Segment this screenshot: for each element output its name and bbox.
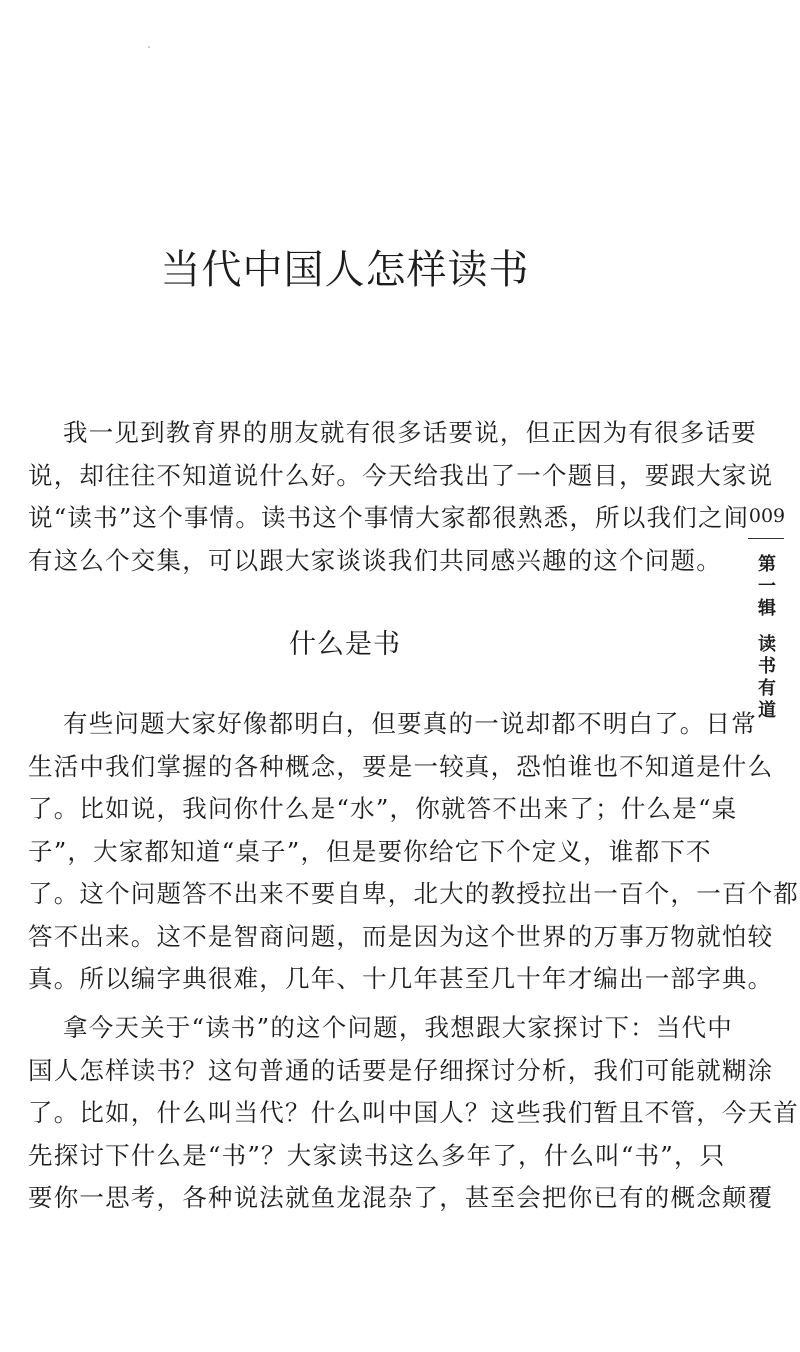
text-line: 说“读书”这个事情。读书这个事情大家都很熟悉，所以我们之间 xyxy=(28,503,750,532)
text-line: 了。比如说，我问你什么是“水”，你就答不出来了；什么是“桌 xyxy=(28,794,738,823)
text-line: 答不出来。这不是智商问题，而是因为这个世界的万事万物就怕较 xyxy=(28,921,774,951)
text-line: 先探讨下什么是“书”？大家读书这么多年了，什么叫“书”，只 xyxy=(28,1140,726,1170)
text-line: 有些问题大家好像都明白，但要真的一说却都不明白了。日常 xyxy=(63,709,757,738)
section-part-char: 一 xyxy=(758,576,776,597)
section-name-char: 书 xyxy=(758,656,776,677)
scan-speck xyxy=(148,46,150,48)
section-name-char: 有 xyxy=(758,678,776,699)
text-line: 生活中我们掌握的各种概念，要是一较真，恐怕谁也不知道是什么 xyxy=(28,751,774,781)
section-label-gap xyxy=(750,620,784,634)
section-part-char: 第 xyxy=(758,554,776,575)
text-line: 国人怎样读书？这句普通的话要是仔细探讨分析，我们可能就糊涂 xyxy=(28,1055,774,1085)
page-number-rule xyxy=(748,538,784,539)
section-part-char: 辑 xyxy=(758,598,776,619)
paragraph-discussion xyxy=(28,1007,799,1220)
text-line: 真。所以编字典很难，几年、十几年甚至几十年才编出一部字典。 xyxy=(28,964,774,993)
text-line: 说，却往往不知道说什么好。今天给我出了一个题目，要跟大家说 xyxy=(28,460,774,490)
running-section-label xyxy=(750,554,784,722)
section-name-char: 读 xyxy=(758,634,776,655)
page-number: 009 xyxy=(748,505,786,527)
chapter-title: 当代中国人怎样读书 xyxy=(160,247,530,293)
text-line: 拿今天关于“读书”的这个问题，我想跟大家探讨下：当代中 xyxy=(63,1013,733,1042)
text-line: 了。这个问题答不出来不要自卑，北大的教授拉出一百个，一百个都 xyxy=(28,879,799,908)
text-line: 有这么个交集，可以跟大家谈谈我们共同感兴趣的这个问题。 xyxy=(28,545,722,575)
text-line: 了。比如，什么叫当代？什么叫中国人？这些我们暂且不管，今天首 xyxy=(28,1098,799,1127)
text-line: 要你一思考，各种说法就鱼龙混杂了，甚至会把你已有的概念颠覆 xyxy=(28,1183,774,1212)
text-line: 我一见到教育界的朋友就有很多话要说，但正因为有很多话要 xyxy=(63,418,757,447)
text-line: 子”，大家都知道“桌子”，但是要你给它下个定义，谁都下不 xyxy=(28,836,712,866)
paragraph-what-is-book xyxy=(28,703,799,1001)
section-name-char: 道 xyxy=(758,700,776,721)
section-heading: 什么是书 xyxy=(289,629,401,660)
